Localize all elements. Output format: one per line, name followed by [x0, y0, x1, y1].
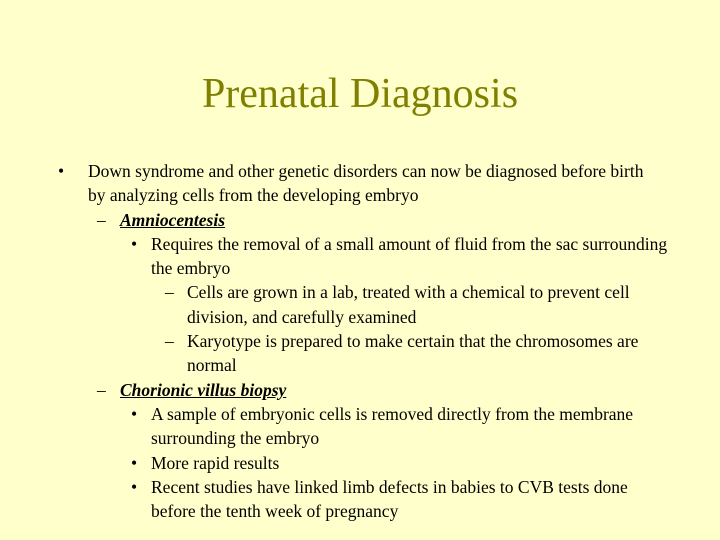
bullet-text: More rapid results — [151, 452, 280, 473]
sub-bullet-item — [0, 280, 720, 329]
dash-marker: – — [165, 331, 174, 352]
sub-bullet-item — [0, 378, 720, 402]
sub-bullet-item — [0, 208, 720, 232]
dash-marker: – — [97, 209, 106, 230]
bullet-item — [0, 451, 720, 475]
bullet-item — [0, 402, 720, 451]
section-heading-cvb: Chorionic villus biopsy — [120, 379, 287, 400]
bullet-text: Cells are grown in a lab, treated with a chemical to prevent cell division, and carefully examined — [187, 282, 630, 327]
bullet-marker: • — [131, 403, 138, 424]
section-heading-amniocentesis: Amniocentesis — [120, 209, 226, 230]
dash-marker: – — [97, 379, 106, 400]
bullet-marker: • — [131, 452, 138, 473]
bullet-text: Recent studies have linked limb defects in babies to CVB tests done before the tenth week of pregnancy — [151, 476, 628, 522]
bullet-marker: • — [131, 476, 138, 497]
bullet-list — [0, 159, 720, 523]
bullet-marker: • — [58, 161, 65, 181]
bullet-item — [0, 232, 720, 281]
dash-marker: – — [165, 282, 174, 303]
bullet-text: Karyotype is prepared to make certain that the chromosomes are normal — [187, 331, 639, 376]
bullet-marker: • — [131, 233, 138, 254]
bullet-text: A sample of embryonic cells is removed directly from the membrane surrounding the embryo — [151, 403, 634, 449]
bullet-text: Requires the removal of a small amount of fluid from the sac surrounding the embryo — [151, 233, 668, 279]
sub-bullet-item — [0, 329, 720, 378]
slide-title: Prenatal Diagnosis — [201, 71, 519, 117]
bullet-item — [0, 475, 720, 524]
bullet-item — [0, 159, 720, 208]
bullet-text: Down syndrome and other genetic disorders can now be diagnosed before birth by analyzing cells from the developing embryo — [88, 161, 644, 206]
